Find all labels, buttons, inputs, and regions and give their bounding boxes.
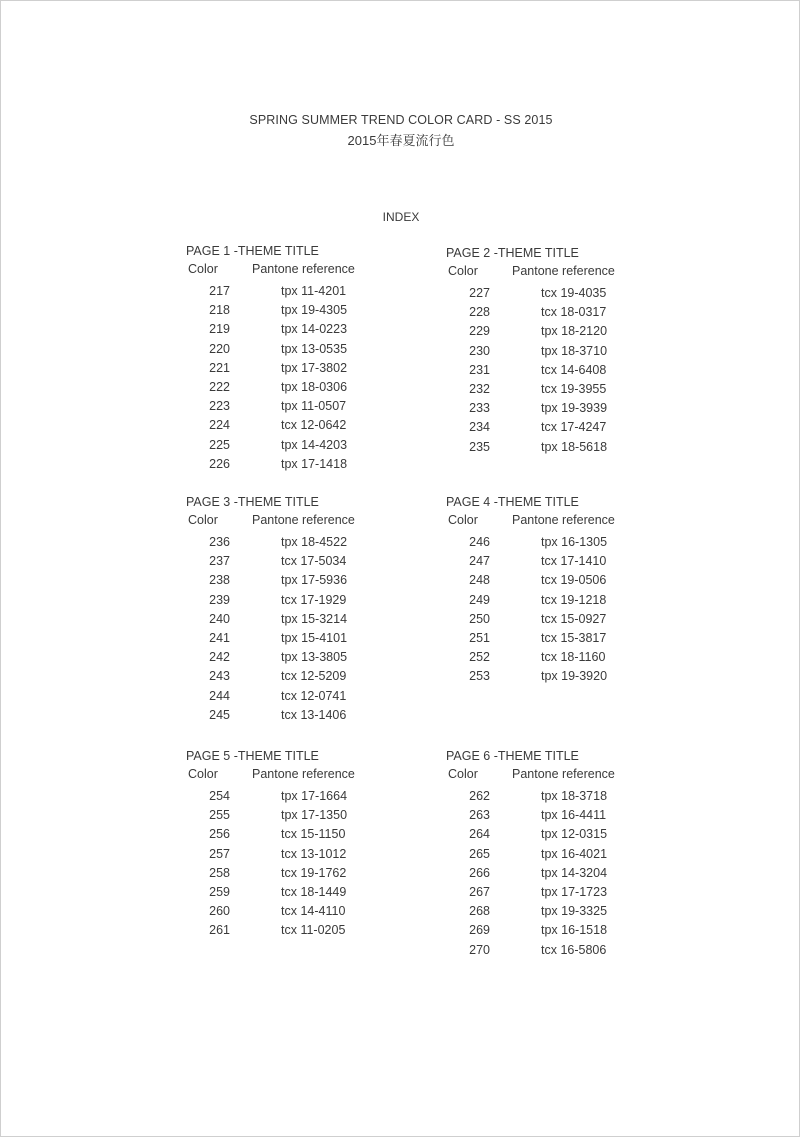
- color-row: [186, 436, 436, 455]
- color-row: [186, 629, 436, 648]
- section-title: PAGE 1 -THEME TITLE: [186, 244, 319, 258]
- color-row: [186, 902, 436, 921]
- color-number: 223: [209, 399, 230, 414]
- color-number: 258: [209, 865, 230, 880]
- color-number: 230: [469, 343, 490, 358]
- color-row: [186, 282, 436, 301]
- color-row: [446, 284, 696, 303]
- color-row: [186, 359, 436, 378]
- color-row: [446, 322, 696, 341]
- color-row: [446, 845, 696, 864]
- color-number: 249: [469, 592, 490, 607]
- pantone-reference: tpx 19-4305: [281, 303, 348, 318]
- color-number: 268: [469, 904, 490, 919]
- color-row: [186, 591, 436, 610]
- column-headers: [446, 262, 696, 280]
- color-number: 247: [469, 554, 490, 569]
- pantone-reference: tpx 17-3802: [281, 360, 348, 375]
- color-row: [446, 610, 696, 629]
- color-number: 241: [209, 630, 230, 645]
- pantone-reference: tcx 19-3955: [541, 381, 607, 396]
- pantone-reference: tcx 11-0205: [281, 923, 346, 938]
- color-number: 252: [469, 650, 490, 665]
- color-list: [446, 787, 696, 960]
- column-headers: [186, 765, 436, 783]
- color-row: [446, 533, 696, 552]
- reference-column-header: Pantone reference: [252, 767, 355, 781]
- reference-column-header: Pantone reference: [512, 767, 615, 781]
- column-headers: [446, 765, 696, 783]
- color-number: 229: [469, 324, 490, 339]
- color-list: [186, 787, 436, 941]
- pantone-reference: tcx 19-0506: [541, 573, 607, 588]
- pantone-reference: tpx 11-0507: [281, 399, 347, 414]
- color-number: 233: [469, 401, 490, 416]
- color-column-header: Color: [188, 262, 218, 276]
- pantone-reference: tpx 14-4203: [281, 437, 348, 452]
- pantone-reference: tcx 18-1160: [541, 650, 606, 665]
- color-row: [186, 397, 436, 416]
- color-number: 219: [209, 322, 230, 337]
- color-row: [446, 806, 696, 825]
- index-heading: INDEX: [382, 210, 420, 224]
- color-row: [446, 667, 696, 686]
- pantone-reference: tpx 16-1518: [541, 923, 608, 938]
- pantone-reference: tpx 18-5618: [541, 439, 608, 454]
- color-number: 232: [469, 381, 490, 396]
- color-row: [186, 552, 436, 571]
- color-column-header: Color: [448, 767, 478, 781]
- pantone-reference: tpx 19-3920: [541, 669, 608, 684]
- color-number: 235: [469, 439, 490, 454]
- color-number: 257: [209, 846, 230, 861]
- color-row: [186, 340, 436, 359]
- index-section-page-6: [446, 747, 696, 960]
- color-row: [186, 921, 436, 940]
- color-number: 270: [469, 942, 490, 957]
- color-number: 218: [209, 303, 230, 318]
- color-row: [446, 571, 696, 590]
- color-row: [186, 845, 436, 864]
- color-row: [446, 864, 696, 883]
- color-row: [446, 552, 696, 571]
- pantone-reference: tpx 13-3805: [281, 650, 348, 665]
- index-section-page-1: [186, 242, 436, 474]
- reference-column-header: Pantone reference: [512, 264, 615, 278]
- section-title: PAGE 4 -THEME TITLE: [446, 495, 579, 509]
- color-row: [186, 667, 436, 686]
- color-number: 225: [209, 437, 230, 452]
- pantone-reference: tcx 19-1218: [541, 592, 607, 607]
- pantone-reference: tcx 12-0741: [281, 688, 347, 703]
- color-column-header: Color: [448, 513, 478, 527]
- index-section-page-3: [186, 493, 436, 725]
- document-title: SPRING SUMMER TREND COLOR CARD - SS 2015: [249, 113, 553, 127]
- color-number: 259: [209, 884, 230, 899]
- color-row: [446, 648, 696, 667]
- pantone-reference: tpx 15-3214: [281, 611, 348, 626]
- color-number: 217: [209, 284, 230, 298]
- color-number: 250: [469, 611, 490, 626]
- color-row: [186, 455, 436, 474]
- color-number: 234: [469, 420, 490, 435]
- color-number: 253: [469, 669, 490, 684]
- pantone-reference: tcx 16-5806: [541, 942, 607, 957]
- color-number: 261: [209, 923, 230, 938]
- color-list: [446, 284, 696, 457]
- color-row: [186, 610, 436, 629]
- color-list: [186, 282, 436, 474]
- section-title: PAGE 6 -THEME TITLE: [446, 749, 579, 763]
- color-number: 251: [469, 630, 490, 645]
- color-row: [446, 825, 696, 844]
- pantone-reference: tcx 17-4247: [541, 420, 607, 435]
- pantone-reference: tcx 18-0317: [541, 305, 607, 320]
- color-number: 226: [209, 456, 230, 471]
- pantone-reference: tcx 17-1410: [541, 554, 607, 569]
- color-row: [186, 687, 436, 706]
- pantone-reference: tpx 17-1664: [281, 789, 348, 803]
- color-row: [186, 378, 436, 397]
- color-number: 236: [209, 535, 230, 549]
- pantone-reference: tpx 14-3204: [541, 865, 608, 880]
- index-section-page-4: [446, 493, 696, 687]
- pantone-reference: tpx 12-0315: [541, 827, 608, 842]
- color-row: [446, 591, 696, 610]
- color-number: 266: [469, 865, 490, 880]
- document-subtitle: 2015年春夏流行色: [347, 133, 455, 148]
- color-row: [446, 438, 696, 457]
- pantone-reference: tcx 13-1406: [281, 707, 347, 722]
- color-number: 222: [209, 379, 230, 394]
- reference-column-header: Pantone reference: [252, 513, 355, 527]
- color-row: [186, 416, 436, 435]
- color-number: 242: [209, 650, 230, 665]
- pantone-reference: tpx 13-0535: [281, 341, 348, 356]
- color-number: 248: [469, 573, 490, 588]
- color-row: [186, 806, 436, 825]
- pantone-reference: tpx 17-5936: [281, 573, 348, 588]
- color-row: [186, 648, 436, 667]
- color-column-header: Color: [448, 264, 478, 278]
- color-number: 246: [469, 535, 490, 549]
- reference-column-header: Pantone reference: [512, 513, 615, 527]
- color-number: 237: [209, 554, 230, 569]
- color-number: 269: [469, 923, 490, 938]
- color-number: 228: [469, 305, 490, 320]
- color-row: [186, 301, 436, 320]
- color-number: 243: [209, 669, 230, 684]
- pantone-reference: tcx 14-6408: [541, 362, 607, 377]
- color-row: [446, 418, 696, 437]
- color-number: 224: [209, 418, 230, 433]
- column-headers: [186, 260, 436, 278]
- section-title: PAGE 2 -THEME TITLE: [446, 246, 579, 260]
- color-row: [186, 571, 436, 590]
- pantone-reference: tcx 18-1449: [281, 884, 347, 899]
- pantone-reference: tpx 16-1305: [541, 535, 608, 549]
- color-row: [446, 921, 696, 940]
- color-row: [446, 399, 696, 418]
- color-number: 227: [469, 286, 490, 300]
- color-number: 221: [209, 360, 230, 375]
- pantone-reference: tpx 18-2120: [541, 324, 608, 339]
- color-row: [446, 303, 696, 322]
- pantone-reference: tcx 19-4035: [541, 286, 607, 300]
- column-headers: [446, 511, 696, 529]
- pantone-reference: tpx 11-4201: [281, 284, 347, 298]
- color-row: [446, 883, 696, 902]
- pantone-reference: tcx 14-4110: [281, 904, 346, 919]
- color-list: [446, 533, 696, 687]
- color-number: 244: [209, 688, 230, 703]
- color-number: 260: [209, 904, 230, 919]
- pantone-reference: tpx 17-1350: [281, 808, 348, 823]
- pantone-reference: tpx 18-3710: [541, 343, 608, 358]
- color-number: 240: [209, 611, 230, 626]
- color-row: [446, 629, 696, 648]
- pantone-reference: tpx 17-1723: [541, 884, 608, 899]
- pantone-reference: tpx 15-4101: [281, 630, 348, 645]
- pantone-reference: tpx 16-4411: [541, 808, 607, 823]
- pantone-reference: tpx 18-3718: [541, 789, 608, 803]
- color-number: 265: [469, 846, 490, 861]
- color-column-header: Color: [188, 767, 218, 781]
- section-title: PAGE 5 -THEME TITLE: [186, 749, 319, 763]
- pantone-reference: tpx 16-4021: [541, 846, 608, 861]
- reference-column-header: Pantone reference: [252, 262, 355, 276]
- index-section-page-5: [186, 747, 436, 941]
- index-section-page-2: [446, 244, 696, 457]
- color-number: 238: [209, 573, 230, 588]
- color-number: 264: [469, 827, 490, 842]
- color-row: [186, 825, 436, 844]
- color-number: 254: [209, 789, 230, 803]
- document-header: [1, 113, 800, 149]
- color-row: [446, 361, 696, 380]
- color-row: [186, 320, 436, 339]
- color-row: [186, 533, 436, 552]
- color-number: 255: [209, 808, 230, 823]
- pantone-reference: tcx 17-5034: [281, 554, 347, 569]
- pantone-reference: tcx 15-1150: [281, 827, 346, 842]
- color-row: [446, 902, 696, 921]
- pantone-reference: tcx 15-0927: [541, 611, 607, 626]
- color-row: [186, 864, 436, 883]
- pantone-reference: tcx 12-0642: [281, 418, 347, 433]
- column-headers: [186, 511, 436, 529]
- pantone-reference: tcx 12-5209: [281, 669, 347, 684]
- color-number: 239: [209, 592, 230, 607]
- pantone-reference: tpx 18-4522: [281, 535, 348, 549]
- color-row: [186, 787, 436, 806]
- color-number: 245: [209, 707, 230, 722]
- color-number: 256: [209, 827, 230, 842]
- section-title: PAGE 3 -THEME TITLE: [186, 495, 319, 509]
- color-number: 220: [209, 341, 230, 356]
- pantone-reference: tpx 18-0306: [281, 379, 348, 394]
- color-number: 231: [469, 362, 490, 377]
- color-number: 262: [469, 789, 490, 803]
- pantone-reference: tcx 17-1929: [281, 592, 347, 607]
- color-row: [446, 342, 696, 361]
- color-column-header: Color: [188, 513, 218, 527]
- color-row: [446, 380, 696, 399]
- pantone-reference: tpx 17-1418: [281, 456, 348, 471]
- pantone-reference: tcx 15-3817: [541, 630, 607, 645]
- pantone-reference: tcx 13-1012: [281, 846, 347, 861]
- color-list: [186, 533, 436, 725]
- pantone-reference: tpx 19-3325: [541, 904, 608, 919]
- pantone-reference: tpx 19-3939: [541, 401, 608, 416]
- pantone-reference: tpx 14-0223: [281, 322, 348, 337]
- color-number: 267: [469, 884, 490, 899]
- color-row: [186, 706, 436, 725]
- pantone-reference: tcx 19-1762: [281, 865, 347, 880]
- color-number: 263: [469, 808, 490, 823]
- color-row: [186, 883, 436, 902]
- color-row: [446, 787, 696, 806]
- color-row: [446, 941, 696, 960]
